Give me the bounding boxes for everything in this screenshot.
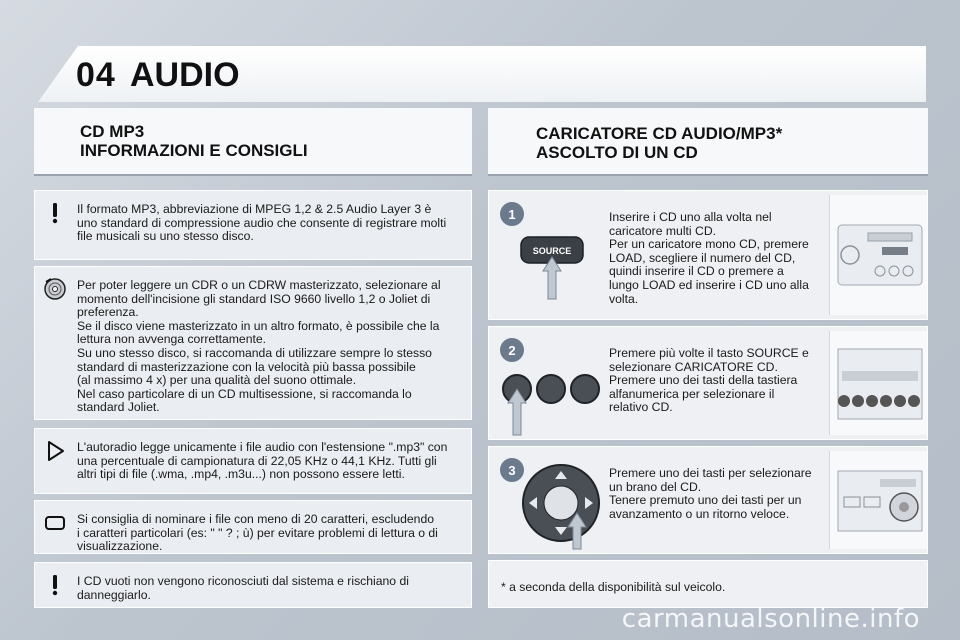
source-button-illustration bbox=[517, 227, 597, 307]
chapter-title: AUDIO bbox=[130, 56, 240, 94]
tip-empty-cd bbox=[34, 562, 472, 608]
radio-keypad-thumbnail bbox=[829, 331, 927, 435]
right-section-title-line1: CARICATORE CD AUDIO/MP3* bbox=[536, 124, 783, 143]
tip-burning-standards bbox=[34, 266, 472, 420]
right-section-header bbox=[488, 108, 928, 176]
screen-icon bbox=[43, 511, 67, 535]
step-2 bbox=[488, 326, 928, 440]
footnote-box bbox=[488, 560, 928, 608]
left-section-title-line1: CD MP3 bbox=[80, 122, 145, 141]
tip-text: Il formato MP3, abbreviazione di MPEG 1,2 & 2.5 Audio Layer 3 è uno standard di compressione audio che consente di registrare molti file musicali su uno stesso disco. bbox=[77, 202, 447, 244]
left-section-header bbox=[34, 108, 472, 176]
tip-file-naming bbox=[34, 500, 472, 554]
step-number: 2 bbox=[508, 343, 516, 358]
step-3 bbox=[488, 446, 928, 554]
disc-icon bbox=[43, 277, 67, 301]
exclamation-icon bbox=[43, 201, 67, 225]
left-section-title-line2: INFORMAZIONI E CONSIGLI bbox=[80, 141, 308, 160]
source-button-label: SOURCE bbox=[532, 246, 572, 256]
exclamation-icon bbox=[43, 573, 67, 597]
tip-mp3-format bbox=[34, 190, 472, 260]
play-icon bbox=[43, 439, 67, 463]
step-number: 3 bbox=[508, 463, 516, 478]
tip-text: I CD vuoti non vengono riconosciuti dal sistema e rischiano di danneggiarlo. bbox=[77, 574, 409, 602]
step-number: 1 bbox=[508, 207, 516, 222]
step-text: Premere uno dei tasti per selezionare un brano del CD. Tenere premuto uno dei tasti per un avanzamento o un ritorno veloce. bbox=[609, 466, 812, 521]
tip-text: Si consiglia di nominare i file con meno di 20 caratteri, escludendo i caratteri particolari (es: " " ? ; ù) per evitare problemi di lettura o di visualizzazione. bbox=[77, 512, 438, 554]
tip-file-extension bbox=[34, 428, 472, 494]
tip-text: L'autoradio legge unicamente i file audio con l'estensione ".mp3" con una percentuale di campionatura di 22,05 KHz o 44,1 KHz. Tutti gli altri tipi di file (.wma, .mp4, .m3u...) non possono essere letti. bbox=[77, 440, 448, 482]
watermark: carmanualsonline.info bbox=[621, 604, 920, 634]
radio-front-thumbnail bbox=[829, 195, 927, 315]
step-number-badge bbox=[499, 337, 525, 363]
direction-pad-illustration bbox=[515, 461, 605, 551]
step-1 bbox=[488, 190, 928, 320]
step-number-badge bbox=[499, 201, 525, 227]
numeric-keys-illustration bbox=[499, 367, 603, 441]
step-text: Inserire i CD uno alla volta nel caricatore multi CD. Per un caricatore mono CD, premere LOAD, scegliere il numero del CD, quindi inserire il CD o premere a lungo LOAD ed inserire i CD uno alla volta. bbox=[609, 210, 809, 306]
tip-text: Per poter leggere un CDR o un CDRW masterizzato, selezionare al momento dell'incisione gli standard ISO 9660 livello 1,2 o Joliet di preferenza. Se il disco viene masterizzato in un altro formato, è possibile che la lettura non avvenga correttamente. Su uno stesso disco, si raccomanda di utilizzare sempre lo stesso standard di masterizzazione con la velocità più bassa possibile (al massimo 4 x) per una qualità del suono ottimale. Nel caso particolare di un CD multisessione, si raccomanda lo standard Joliet. bbox=[77, 278, 441, 415]
chapter-number: 04 bbox=[76, 56, 116, 94]
footnote-text: * a seconda della disponibilità sul veicolo. bbox=[501, 580, 726, 594]
step-text: Premere più volte il tasto SOURCE e selezionare CARICATORE CD. Premere uno dei tasti della tastiera alfanumerica per selezionare il relativo CD. bbox=[609, 346, 809, 415]
radio-controls-thumbnail bbox=[829, 451, 927, 549]
right-section-title-line2: ASCOLTO DI UN CD bbox=[536, 143, 698, 162]
